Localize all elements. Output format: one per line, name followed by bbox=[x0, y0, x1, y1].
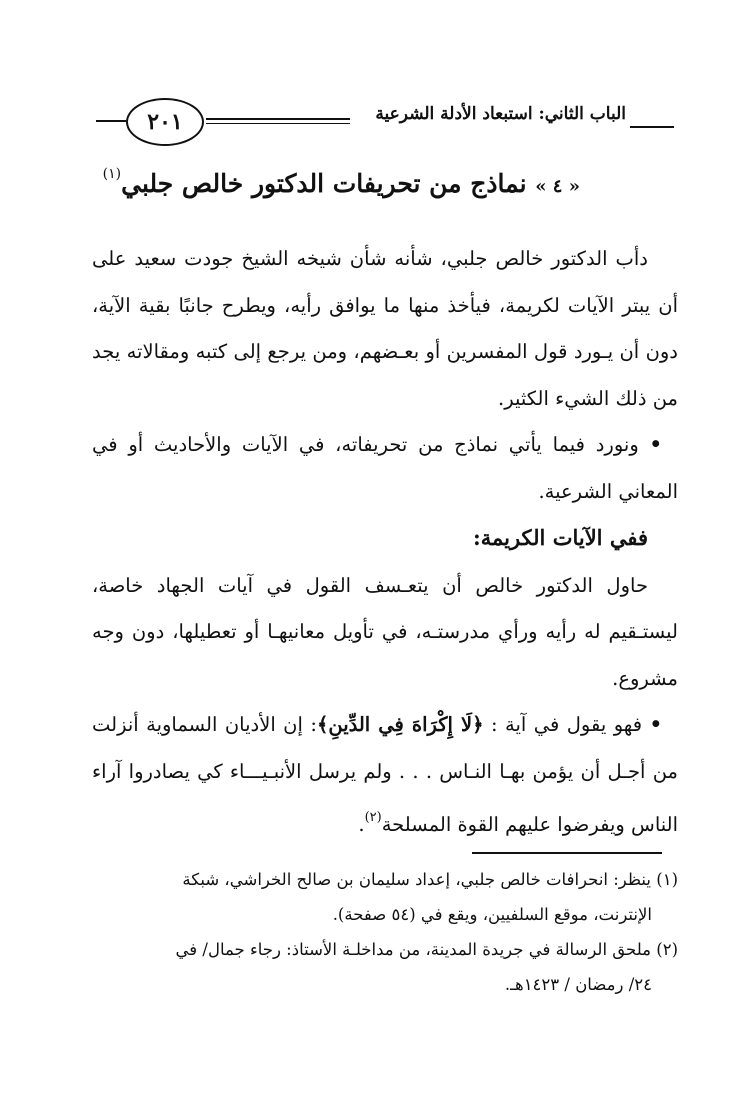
page-number: ٢٠١ bbox=[126, 98, 204, 146]
header-rule-left bbox=[96, 120, 126, 122]
chapter-title: الباب الثاني: استبعاد الأدلة الشرعية bbox=[375, 104, 626, 124]
bullet-icon: • bbox=[649, 433, 662, 456]
running-header bbox=[96, 96, 674, 148]
section-heading bbox=[60, 166, 580, 198]
footnote-2-line-2: ٢٤/ رمضان / ١٤٢٣هـ. bbox=[504, 975, 652, 994]
section-number: « ٤ » bbox=[535, 176, 580, 197]
footnote-separator bbox=[472, 852, 662, 854]
body-text bbox=[92, 236, 678, 849]
subheading-text: ففي الآيات الكريمة: bbox=[472, 525, 648, 550]
paragraph-4-rest: : إن الأديان السماوية أنزلت من أجـل أن يؤمن بهـا النـاس . . . ولم يرسل الأنبـيـــاء كي يصادروا آراء الناس ويفرضوا عليهم القوة المسلحة bbox=[92, 713, 678, 836]
subheading bbox=[92, 515, 678, 563]
paragraph-1: دأب الدكتور خالص جلبي، شأنه شأن شيخه الشيخ جودت سعيد على أن يبتر الآيات لكريمة، فيأخذ منها ما يوافق رأيه، ويطرح جانبًا بقية الآية، دون أن يـورد قول المفسرين أو بعـضهم، ومن يرجع إلى كتبه ومقالاته يجد من ذلك الشيء الكثير. bbox=[92, 247, 678, 410]
paragraph-4-intro: فهو يقول في آية : bbox=[490, 713, 643, 736]
header-rule-right bbox=[630, 126, 674, 128]
section-title: نماذج من تحريفات الدكتور خالص جلبي bbox=[121, 169, 527, 198]
footnotes bbox=[92, 862, 678, 1002]
footnote-1-line-1: (١) ينظر: انحرافات خالص جلبي، إعداد سليمان بن صالح الخراشي، شبكة bbox=[182, 870, 678, 889]
paragraph-2 bbox=[92, 422, 678, 515]
paragraph-2-text: ونورد فيما يأتي نماذج من تحريفاته، في الآيات والأحاديث أو في المعاني الشرعية. bbox=[92, 433, 678, 503]
paragraph-3: حاول الدكتور خالص أن يتعـسف القول في آيات الجهاد خاصة، ليستـقيم له رأيه ورأي مدرستـه، في تأويل معانيهـا أو تعطيلها، دون وجه مشروع. bbox=[92, 573, 678, 690]
header-rule-middle-thin bbox=[206, 123, 350, 124]
footnote-1-line-2: الإنترنت، موقع السلفيين، ويقع في (٥٤ صفحة). bbox=[332, 905, 652, 924]
quran-verse: ﴿لَا إِكْرَاهَ فِي الدِّينِ﴾ bbox=[316, 713, 484, 736]
bullet-icon: • bbox=[649, 713, 663, 736]
paragraph-4-end: . bbox=[358, 813, 365, 836]
paragraph-4 bbox=[92, 702, 678, 849]
footnote-ref-1: (١) bbox=[102, 166, 122, 182]
header-rule-middle bbox=[206, 118, 350, 120]
footnote-2-line-1: (٢) ملحق الرسالة في جريدة المدينة، من مداخلـة الأستاذ: رجاء جمال/ في bbox=[175, 940, 678, 959]
footnote-ref-2: (٢) bbox=[364, 810, 382, 825]
